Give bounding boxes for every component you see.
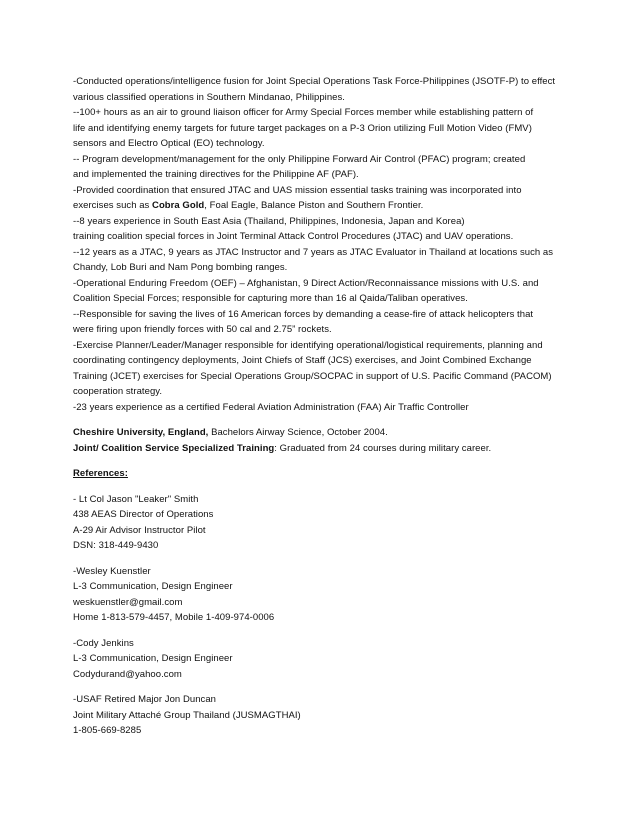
references-heading: References: <box>73 468 128 479</box>
experience-line: Chandy, Lob Buri and Nam Pong bombing ranges. <box>73 262 288 273</box>
reference-email: weskuenstler@gmail.com <box>73 596 183 608</box>
reference-detail: L-3 Communication, Design Engineer <box>73 581 233 592</box>
reference-phone: DSN: 318-449-9430 <box>73 540 159 551</box>
experience-line: training coalition special forces in Joint Terminal Attack Control Procedures (JTAC) and UAV operations. <box>73 231 514 242</box>
reference-entry <box>73 636 613 683</box>
resume-page <box>73 74 613 739</box>
spacer <box>73 682 613 692</box>
training-detail: : Graduated from 24 courses during military career. <box>274 442 492 454</box>
reference-name: - Lt Col Jason "Leaker" Smith <box>73 493 199 505</box>
spacer <box>73 626 613 636</box>
reference-detail: 438 AEAS Director of Operations <box>73 509 214 520</box>
reference-email: Codydurand@yahoo.com <box>73 668 182 680</box>
reference-detail: A-29 Air Advisor Instructor Pilot <box>73 524 206 536</box>
training-line <box>73 441 613 457</box>
cobra-gold-bold: Cobra Gold <box>152 200 205 211</box>
spacer <box>73 415 613 425</box>
experience-line: -Conducted operations/intelligence fusion for Joint Special Operations Task Force-Philippines (JSOTF-P) to effect <box>73 76 556 87</box>
experience-line: -Exercise Planner/Leader/Manager responsible for identifying operational/logistical requirements, planning and <box>73 339 543 351</box>
experience-line: --Responsible for saving the lives of 16 American forces by demanding a cease-fire of attack helicopters that <box>73 308 534 320</box>
experience-line: sensors and Electro Optical (EO) technology. <box>73 138 265 149</box>
experience-line: -Operational Enduring Freedom (OEF) – Afghanistan, 9 Direct Action/Reconnaissance missions with U.S. and <box>73 277 539 289</box>
reference-detail: L-3 Communication, Design Engineer <box>73 653 233 664</box>
experience-line: -- Program development/management for the only Philippine Forward Air Control (PFAC) program; created <box>73 153 526 165</box>
cobra-prefix: exercises such as <box>73 200 153 211</box>
reference-entry <box>73 692 613 739</box>
spacer <box>73 456 613 466</box>
experience-line: coordinating contingency deployments, Joint Chiefs of Staff (JCS) exercises, and Joint Combined Exchange <box>73 355 532 366</box>
cobra-suffix: , Foal Eagle, Balance Piston and Southern Frontier. <box>204 200 424 211</box>
reference-phone: Home 1-813-579-4457, Mobile 1-409-974-0006 <box>73 612 275 623</box>
experience-line: --100+ hours as an air to ground liaison officer for Army Special Forces member while establishing pattern of <box>73 107 534 118</box>
experience-line: Coalition Special Forces; responsible for capturing more than 16 al Qaida/Taliban operatives. <box>73 293 468 304</box>
reference-entry <box>73 564 613 626</box>
experience-line: and implemented the training directives for the Philippine AF (PAF). <box>73 169 359 180</box>
experience-line: --12 years as a JTAC, 9 years as JTAC Instructor and 7 years as JTAC Evaluator in Thailand at locations such as <box>73 246 554 258</box>
spacer <box>73 554 613 564</box>
experience-line: -23 years experience as a certified Federal Aviation Administration (FAA) Air Traffic Controller <box>73 401 469 413</box>
experience-line: -Provided coordination that ensured JTAC and UAS mission essential tasks training was incorporated into <box>73 184 522 196</box>
experience-line: --8 years experience in South East Asia (Thailand, Philippines, Indonesia, Japan and Korea) <box>73 215 465 227</box>
reference-name: -USAF Retired Major Jon Duncan <box>73 694 216 705</box>
training-title: Joint/ Coalition Service Specialized Training <box>73 442 275 454</box>
experience-line: life and identifying enemy targets for future target packages on a P-3 Orion utilizing Full Motion Video (FMV) <box>73 122 532 134</box>
education-section <box>73 425 613 456</box>
experience-line-cobra-gold <box>73 198 613 214</box>
education-degree: Bachelors Airway Science, October 2004. <box>208 427 388 438</box>
reference-entry <box>73 492 613 554</box>
reference-name: -Wesley Kuenstler <box>73 565 151 577</box>
reference-detail: Joint Military Attaché Group Thailand (JUSMAGTHAI) <box>73 709 301 721</box>
experience-line: were firing upon friendly forces with 50 cal and 2.75” rockets. <box>73 324 332 335</box>
reference-phone: 1-805-669-8285 <box>73 725 142 736</box>
experience-line: various classified operations in Southern Mindanao, Philippines. <box>73 91 345 103</box>
education-line <box>73 425 613 441</box>
experience-section <box>73 74 613 415</box>
reference-name: -Cody Jenkins <box>73 637 134 649</box>
experience-line: Training (JCET) exercises for Special Operations Group/SOCPAC in support of U.S. Pacific Command (PACOM) <box>73 370 552 382</box>
experience-line: cooperation strategy. <box>73 386 163 397</box>
spacer <box>73 482 613 492</box>
education-school: Cheshire University, England, <box>73 427 209 438</box>
